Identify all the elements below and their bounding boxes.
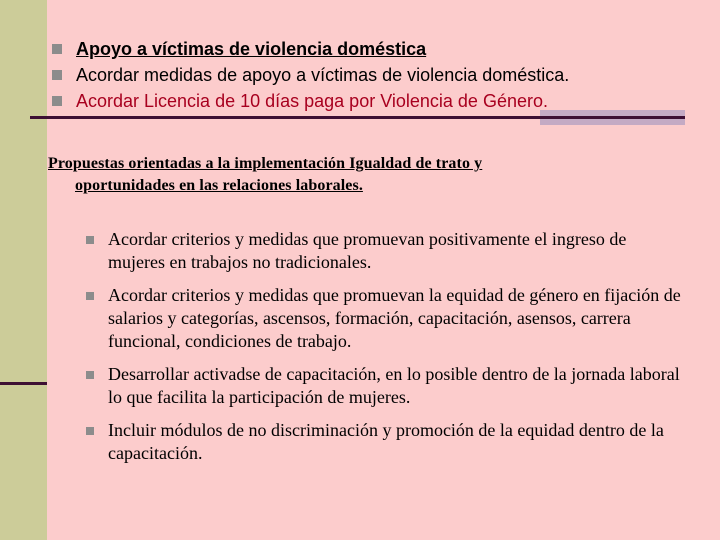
bullet-text: Incluir módulos de no discriminación y promoción de la equidad dentro de la capacitación. bbox=[108, 420, 664, 463]
list-item bbox=[86, 228, 686, 274]
side-bar-decoration bbox=[0, 0, 47, 540]
bullet-text: Acordar criterios y medidas que promuevan positivamente el ingreso de mujeres en trabajos no tradicionales. bbox=[108, 229, 627, 272]
list-item bbox=[86, 363, 686, 409]
bullet-text: Acordar criterios y medidas que promuevan la equidad de género en fijación de salarios y categorías, ascensos, formación, capacitación, asensos, carrera funcional, condiciones de trabajo. bbox=[108, 285, 681, 351]
list-item bbox=[52, 88, 569, 114]
side-rule bbox=[0, 382, 47, 385]
bullet-text: Desarrollar activadse de capacitación, en lo posible dentro de la jornada laboral lo que facilita la participación de mujeres. bbox=[108, 364, 680, 407]
bullet-text: Apoyo a víctimas de violencia doméstica bbox=[76, 39, 427, 59]
list-item bbox=[86, 284, 686, 353]
square-bullet-icon bbox=[86, 371, 94, 379]
list-item bbox=[52, 62, 569, 88]
list-item bbox=[86, 419, 686, 465]
square-bullet-icon bbox=[86, 236, 94, 244]
sub-bullet-list bbox=[86, 228, 686, 475]
bullet-text: Acordar Licencia de 10 días paga por Violencia de Género. bbox=[76, 91, 548, 111]
list-item bbox=[52, 36, 569, 62]
square-bullet-icon bbox=[86, 427, 94, 435]
heading-line-1: Propuestas orientadas a la implementación Igualdad de trato y bbox=[48, 155, 483, 172]
bullet-text: Acordar medidas de apoyo a víctimas de violencia doméstica. bbox=[76, 65, 570, 85]
square-bullet-icon bbox=[86, 292, 94, 300]
square-bullet-icon bbox=[52, 96, 62, 106]
section-heading bbox=[48, 153, 608, 197]
square-bullet-icon bbox=[52, 44, 62, 54]
top-bullet-list bbox=[52, 36, 569, 114]
horizontal-rule bbox=[30, 116, 685, 119]
square-bullet-icon bbox=[52, 70, 62, 80]
heading-line-2: oportunidades en las relaciones laborales. bbox=[75, 177, 363, 194]
